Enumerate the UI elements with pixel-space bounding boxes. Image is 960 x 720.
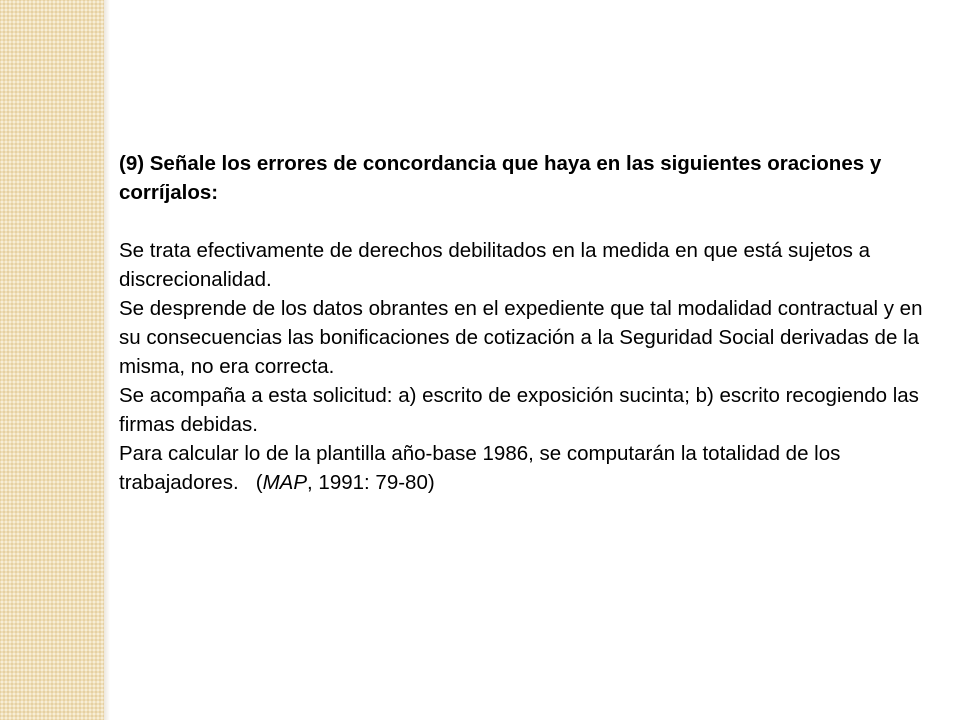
sentence-4 (119, 439, 931, 497)
citation-open: ( (255, 471, 263, 494)
decorative-side-band (0, 0, 104, 720)
sentence-1: Se trata efectivamente de derechos debilitados en la medida en que está sujetos a discrecionalidad. (119, 239, 871, 291)
citation-details: , 1991: 79-80) (307, 471, 435, 494)
side-band-shadow (104, 0, 110, 720)
citation-source: MAP (262, 471, 308, 494)
sentence-2: Se desprende de los datos obrantes en el expediente que tal modalidad contractual y en su consecuencias las bonificaciones de cotización a la Seguridad Social derivadas de la misma, no era correcta. (119, 297, 923, 378)
sentence-4-text: Para calcular lo de la plantilla año-base 1986, se computarán la totalidad de los trabajadores. (119, 442, 841, 494)
exercise-heading: (9) Señale los errores de concordancia que haya en las siguientes oraciones y corríjalos: (119, 152, 882, 204)
citation (256, 471, 435, 494)
sentence-3: Se acompaña a esta solicitud: a) escrito de exposición sucinta; b) escrito recogiendo las firmas debidas. (119, 384, 919, 436)
slide-content (119, 149, 931, 497)
